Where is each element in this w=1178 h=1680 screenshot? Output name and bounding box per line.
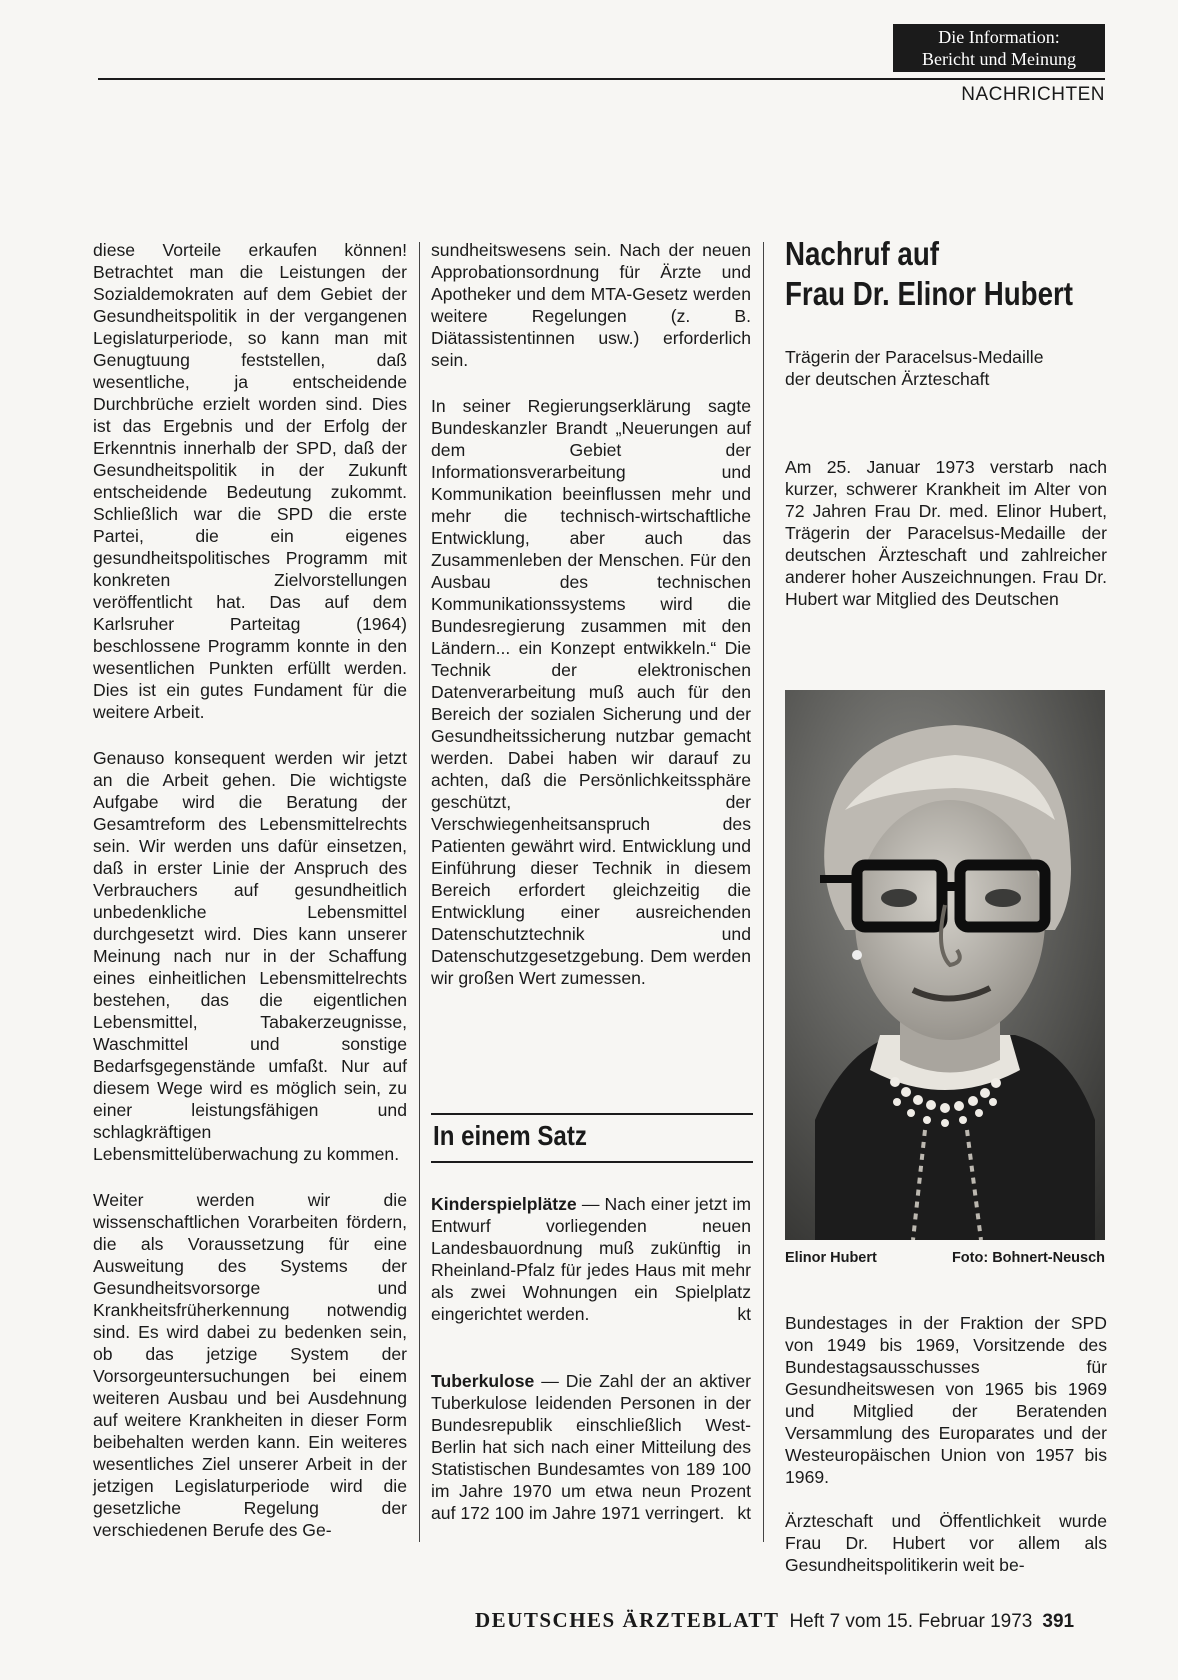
obituary-title-line-2: Frau Dr. Elinor Hubert — [785, 275, 1074, 312]
obituary-headline — [785, 234, 1074, 314]
news-item-kinderspielplaetze — [431, 1193, 751, 1325]
in-einem-satz-title: In einem Satz — [433, 1120, 587, 1151]
column-1 — [93, 239, 407, 1565]
news-item-2-head: Tuberkulose — [431, 1371, 535, 1391]
col1-paragraph-3: Weiter werden wir die wissenschaftlichen Vorarbeiten fördern, die als Voraussetzung für eine Ausweitung des Systems der Gesundheitsvorsorge und Krankheitsfrüherkennung notwendig sind. Es wird dabei zu bedenken sein, ob das jetzige System der Vorsorgeuntersuchungen bei einem weiteren Ausbau und bei Ausdehnung auf weitere Krankheiten in dieser Form beibehalten werden kann. Ein weiteres wesentliches Ziel unserer Arbeit in der jetzigen Legislaturperiode wird die gesetzliche Regelung der verschiedenen Berufe des Ge- — [93, 1190, 407, 1540]
obituary-continued — [785, 1312, 1107, 1598]
column-divider-2 — [763, 242, 764, 1542]
issue-info: Heft 7 vom 15. Februar 1973 — [789, 1611, 1033, 1632]
page-number: 391 — [1042, 1611, 1075, 1632]
news-item-1-body: — Nach einer jetzt im Entwurf vorliegenden neuen Landesbauordnung muß zukünftig in Rheinland-Pfalz für jedes Haus mit mehr als zwei Wohnungen ein Spielplatz eingerichtet werden. — [431, 1194, 751, 1324]
photo-caption — [785, 1250, 1105, 1266]
obituary-paragraph-2: Bundestages in der Fraktion der SPD von 1949 bis 1969, Vorsitzende des Bundestagsausschusses für Gesundheitswesen von 1965 bis 1969 und Mitglied der Beratenden Versammlung des Europarates und der Westeuropäischen Union von 1957 bis 1969. — [785, 1313, 1107, 1487]
section-label: NACHRICHTEN — [961, 84, 1105, 105]
obituary-paragraph-1: Am 25. Januar 1973 verstarb nach kurzer, schwerer Krankheit im Alter von 72 Jahren Frau Dr. med. Elinor Hubert, Trägerin der Paracelsus-Medaille der deutschen Ärzteschaft und zahlreicher anderer hoher Auszeichnungen. Frau Dr. Hubert war Mitglied des Deutschen — [785, 457, 1107, 609]
news-item-2-sig: kt — [737, 1503, 751, 1523]
column-2 — [431, 239, 751, 1013]
in-einem-satz-heading — [431, 1113, 753, 1163]
column-divider-1 — [419, 242, 420, 1542]
news-item-tuberkulose — [431, 1370, 751, 1524]
news-item-2-body: — Die Zahl der an aktiver Tuberkulose leidenden Personen in der Bundesrepublik einschließlich West-Berlin hat sich nach einer Mitteilung des Statistischen Bundesamtes von 189 100 im Jahre 1970 um etwa neun Prozent auf 172 100 im Jahre 1971 verringert. — [431, 1371, 751, 1523]
obituary-title-line-1: Nachruf auf — [785, 235, 940, 272]
header-rule — [98, 78, 1105, 80]
caption-credit: Foto: Bohnert-Neusch — [951, 1250, 1105, 1266]
obituary-paragraph-3: Ärzteschaft und Öffentlichkeit wurde Frau Dr. Hubert vor allem als Gesundheitspolitikerin weit be- — [785, 1511, 1107, 1575]
obituary-subtitle: Trägerin der Paracelsus-Medaille der deutschen Ärzteschaft — [785, 347, 1044, 389]
news-item-1-sig: kt — [737, 1304, 751, 1324]
section-badge — [893, 24, 1105, 72]
portrait-illustration — [785, 690, 1105, 1240]
col2-paragraph-2: In seiner Regierungserklärung sagte Bundeskanzler Brandt „Neuerungen auf dem Gebiet der Informationsverarbeitung und Kommunikation beeinflussen mehr und mehr die technisch-wirtschaftliche Entwicklung, aber auch das Zusammenleben der Menschen. Für den Ausbau des technischen Kommunikationssystems wird die Bundesregierung zusammen mit den Ländern... ein Konzept entwikkeln.“ Die Technik der elektronischen Datenverarbeitung muß auch für den Bereich der sozialen Sicherung und der Gesundheitssicherung nutzbar gemacht werden. Dabei haben wir darauf zu achten, daß die Persönlichkeitssphäre geschützt, der Verschwiegenheitsanspruch des Patienten gewährt wird. Entwicklung und Einführung dieser Technik in diesem Bereich erfordert gleichzeitig die Entwicklung einer ausreichenden Datenschutztechnik und Datenschutzgesetzgebung. Dem werden wir großen Wert zumessen. — [431, 396, 751, 988]
portrait-photo — [785, 690, 1105, 1240]
journal-name: DEUTSCHES ÄRZTEBLATT — [475, 1608, 780, 1632]
col2-paragraph-1: sundheitswesens sein. Nach der neuen Approbationsordnung für Ärzte und Apotheker und dem MTA-Gesetz werden weitere Regelungen (z. B. Diätassistentinnen usw.) erforderlich sein. — [431, 240, 751, 370]
page-footer — [475, 1608, 1074, 1633]
news-item-1-head: Kinderspielplätze — [431, 1194, 577, 1214]
badge-line-2: Bericht und Meinung — [922, 49, 1076, 69]
col1-paragraph-2: Genauso konsequent werden wir jetzt an die Arbeit gehen. Die wichtigste Aufgabe wird die Beratung der Gesamtreform des Lebensmittelrechts sein. Wir werden uns dafür einsetzen, daß in erster Linie der Anspruch des Verbrauchers auf gesundheitlich unbedenkliche Lebensmittel durchgesetzt wird. Dies kann unserer Meinung nach nur in der Schaffung eines einheitlichen Lebensmittelrechts bestehen, das die eigentlichen Lebensmittel, Tabakerzeugnisse, Waschmittel und sonstige Bedarfsgegenstände umfaßt. Nur auf diesem Wege wird es möglich sein, zu einer leistungsfähigen und schlagkräftigen Lebensmittelüberwachung zu kommen. — [93, 748, 407, 1164]
col1-paragraph-1: diese Vorteile erkaufen können! Betrachtet man die Leistungen der Sozialdemokraten auf dem Gebiet der Gesundheitspolitik in der vergangenen Legislaturperiode, so kann man mit Genugtuung feststellen, daß wesentliche, ja entscheidende Durchbrüche erzielt worden sind. Dies ist das Ergebnis und der Erfolg der Erkenntnis innerhalb der SPD, daß der Gesundheitspolitik in der Zukunft entscheidende Bedeutung zukommt. Schließlich war die SPD die erste Partei, die ein eigenes gesundheitspolitisches Programm mit konkreten Zielvorstellungen veröffentlicht hat. Das auf dem Karlsruher Parteitag (1964) beschlossene Programm konnte in den wesentlichen Punkten erfüllt werden. Dies ist ein gutes Fundament für die weitere Arbeit. — [93, 240, 407, 722]
badge-line-1: Die Information: — [938, 27, 1060, 47]
caption-name: Elinor Hubert — [785, 1250, 877, 1266]
